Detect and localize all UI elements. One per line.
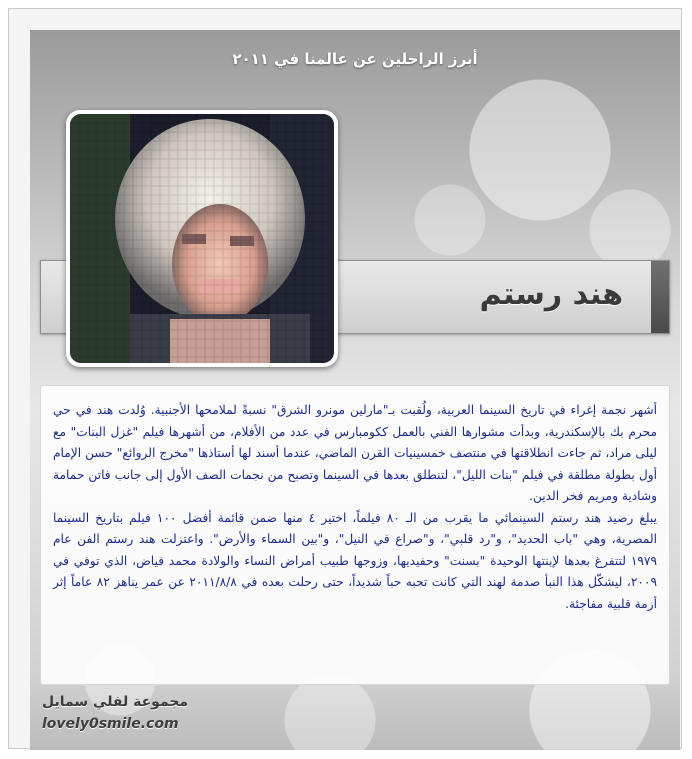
article-box [40,385,670,685]
article-text [53,400,657,615]
portrait-frame [66,110,338,367]
pixelated-portrait [70,114,334,363]
person-name: هند رستم [479,277,623,312]
outer-frame [8,8,682,749]
article-paragraph-2: يبلغ رصيد هند رستم السينمائي ما يقرب من الـ ٨٠ فيلماً، اختير ٤ منها ضمن قائمة أفضل ١٠٠ فيلم بتاريخ السينما المصرية، وهي "باب الحديد"، و"رد قلبي"، و"صراع في النيل"، و"بين السماء والأرض". واعتزلت هند رستم الفن عام ١٩٧٩ لتتفرغ بعدها لإبنتها الوحيدة "بسنت" وحفيديها، وزوجها طبيب أمراض النساء والولادة محمد فياض، الذي توفي في ٢٠٠٩، ليشكّل هذا النبأ صدمة لهند التي كانت تحبه حباً شديداً، حتى رحلت بعده في ٢٠١١/٨/٨ عن عمر يناهز ٨٢ عاماً إثر أزمة قلبية مفاجئة. [53,510,657,611]
footer-site-link[interactable]: lovely0smile.com [42,716,179,732]
footer-arabic-credit: مجموعة لفلي سمايل [42,694,189,710]
background-panel [30,30,680,750]
page-title: أبرز الراحلين عن عالمنا في ٢٠١١ [232,50,478,68]
portrait-photo [70,114,334,363]
article-paragraph-1: أشهر نجمة إغراء في تاريخ السينما العربية، ولُقبت بـ"مارلين مونرو الشرق" نسبةً لملامحها الأجنبية. وُلدت هند في حي محرم بك بالإسكندرية، وبدأت مشوارها الفني بالعمل ككومبارس في عدد من الأفلام، من أشهرها فيلم "غزل البنات" مع ليلى مراد، ثم جاءت انطلاقتها في منتصف خمسينيات القرن الماضي، عندما أسند لها أستاذها "مخرج الروائع" حسن الإمام أول بطولة مطلقة في فيلم "بنات الليل"، لتنطلق بعدها في السينما وتصبح من نجمات الصف الأول إلى جانب فاتن حمامة وشادية ومريم فخر الدين. [53,403,657,503]
